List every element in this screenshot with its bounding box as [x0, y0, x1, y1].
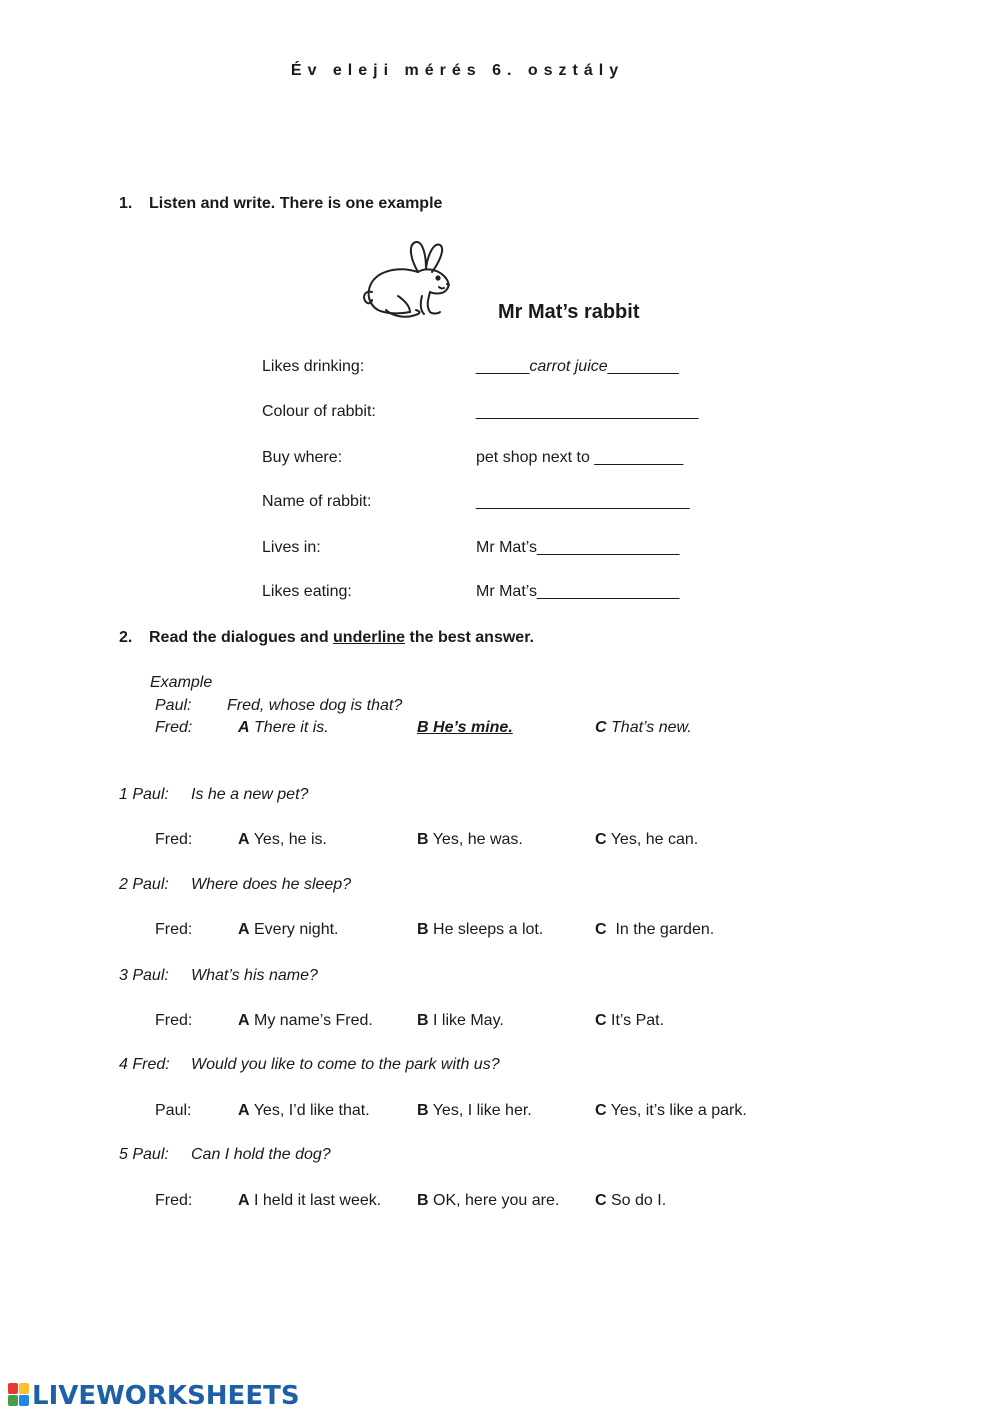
- answer-prefix: pet shop next to: [476, 449, 595, 466]
- field-label-likes-drinking: Likes drinking:: [262, 358, 365, 375]
- question-speaker: 1 Paul:: [119, 786, 169, 803]
- example-option-c: [595, 719, 692, 737]
- section-2-heading: [119, 629, 534, 647]
- question-text: Can I hold the dog?: [191, 1146, 331, 1163]
- question-text: Would you like to come to the park with us?: [191, 1056, 500, 1073]
- option-letter: A: [238, 719, 250, 736]
- question-text: What’s his name?: [191, 967, 318, 984]
- option-letter: C: [595, 1102, 607, 1119]
- example-question-speaker: Paul:: [155, 697, 192, 714]
- question-speaker: 5 Paul:: [119, 1146, 169, 1163]
- option-letter: B: [417, 1012, 429, 1029]
- option-letter: A: [238, 1102, 250, 1119]
- answer-1-option-b[interactable]: [417, 831, 523, 849]
- answer-4-speaker: Paul:: [155, 1102, 192, 1119]
- option-text: Yes, it’s like a park.: [606, 1102, 747, 1119]
- field-label-name: Name of rabbit:: [262, 493, 372, 510]
- section-1-heading: [119, 195, 442, 213]
- option-letter: A: [238, 921, 250, 938]
- page-title: Év eleji mérés 6. osztály: [290, 62, 625, 79]
- option-letter: A: [238, 1192, 250, 1209]
- liveworksheets-logo-icon: [8, 1383, 30, 1407]
- answer-1-speaker: Fred:: [155, 831, 193, 848]
- answer-3-speaker: Fred:: [155, 1012, 193, 1029]
- option-text: I held it last week.: [249, 1192, 382, 1209]
- field-label-buy-where: Buy where:: [262, 449, 343, 466]
- answer-4-option-b[interactable]: [417, 1102, 532, 1120]
- question-speaker: 3 Paul:: [119, 967, 169, 984]
- section-1-heading-text: Listen and write. There is one example: [149, 195, 443, 212]
- option-text: OK, here you are.: [428, 1192, 560, 1209]
- answer-2-option-b[interactable]: [417, 921, 543, 939]
- liveworksheets-logo-text: LIVEWORKSHEETS: [32, 1381, 300, 1411]
- option-letter: B: [417, 1192, 429, 1209]
- answer-2-option-c[interactable]: [595, 921, 714, 939]
- option-text: In the garden.: [606, 921, 715, 938]
- option-letter: B: [417, 1102, 429, 1119]
- option-letter: C: [595, 831, 607, 848]
- option-letter: C: [595, 1192, 607, 1209]
- answer-prefix: Mr Mat’s: [476, 539, 538, 556]
- example-label: Example: [150, 674, 213, 691]
- answer-5-option-a[interactable]: [238, 1192, 381, 1210]
- answer-3-option-b[interactable]: [417, 1012, 504, 1030]
- answer-5-speaker: Fred:: [155, 1192, 193, 1209]
- question-speaker: 2 Paul:: [119, 876, 169, 893]
- example-question: Fred, whose dog is that?: [227, 697, 403, 714]
- field-answer-likes-drinking[interactable]: [476, 358, 679, 376]
- answer-2-option-a[interactable]: [238, 921, 339, 939]
- question-text: Where does he sleep?: [191, 876, 352, 893]
- option-text: There it is.: [254, 719, 329, 736]
- field-label-colour: Colour of rabbit:: [262, 403, 376, 420]
- answer-4-option-a[interactable]: [238, 1102, 370, 1120]
- example-answer-speaker: Fred:: [155, 719, 193, 736]
- field-label-lives-in: Lives in:: [262, 539, 321, 556]
- rabbit-illustration: [360, 236, 456, 322]
- answer-3-option-a[interactable]: [238, 1012, 373, 1030]
- option-text: My name’s Fred.: [249, 1012, 373, 1029]
- field-answer-colour[interactable]: [476, 403, 698, 421]
- option-letter: A: [238, 831, 250, 848]
- option-text: That’s new.: [611, 719, 692, 736]
- field-answer-lives-in[interactable]: [476, 539, 679, 557]
- example-answer: carrot juice: [529, 358, 608, 375]
- question-1: [119, 786, 308, 804]
- option-letter: C: [595, 1012, 607, 1029]
- option-text: Yes, I’d like that.: [249, 1102, 370, 1119]
- option-text: Yes, I like her.: [428, 1102, 532, 1119]
- answer-blank: ________________: [537, 539, 680, 556]
- option-letter: B: [417, 921, 429, 938]
- field-answer-buy-where[interactable]: [476, 449, 683, 467]
- option-letter: C: [595, 719, 607, 736]
- question-speaker: 4 Fred:: [119, 1056, 170, 1073]
- answer-1-option-a[interactable]: [238, 831, 327, 849]
- option-text: So do I.: [606, 1192, 667, 1209]
- answer-blank: _________________________: [476, 403, 699, 420]
- field-label-likes-eating: Likes eating:: [262, 583, 352, 600]
- section-2-heading-underlined: underline: [333, 629, 406, 646]
- option-text: I like May.: [428, 1012, 504, 1029]
- section-2-heading-text-end: the best answer.: [405, 629, 534, 646]
- option-letter: B: [417, 719, 429, 736]
- option-text: Yes, he is.: [249, 831, 327, 848]
- option-letter: B: [417, 831, 429, 848]
- answer-3-option-c[interactable]: [595, 1012, 664, 1030]
- rabbit-title: Mr Mat’s rabbit: [498, 301, 640, 323]
- answer-blank: ________________: [537, 583, 680, 600]
- answer-2-speaker: Fred:: [155, 921, 193, 938]
- answer-blank: ________: [607, 358, 679, 375]
- field-answer-likes-eating[interactable]: [476, 583, 679, 601]
- option-text: Yes, he was.: [428, 831, 523, 848]
- option-text: He’s mine.: [433, 719, 513, 736]
- option-text: It’s Pat.: [606, 1012, 665, 1029]
- example-option-b-correct: [417, 719, 513, 737]
- option-text: Every night.: [249, 921, 339, 938]
- section-2-heading-text: Read the dialogues and: [149, 629, 334, 646]
- option-letter: C: [595, 921, 607, 938]
- answer-prefix: ______: [476, 358, 530, 375]
- answer-5-option-b[interactable]: [417, 1192, 559, 1210]
- question-text: Is he a new pet?: [191, 786, 309, 803]
- answer-prefix: Mr Mat’s: [476, 583, 538, 600]
- question-5: [119, 1146, 331, 1164]
- question-2: [119, 876, 351, 894]
- question-4: [119, 1056, 500, 1074]
- section-1-number: 1.: [119, 195, 133, 212]
- option-text: He sleeps a lot.: [428, 921, 544, 938]
- answer-5-option-c[interactable]: [595, 1192, 666, 1210]
- answer-blank: ________________________: [476, 493, 690, 510]
- answer-4-option-c[interactable]: [595, 1102, 747, 1120]
- option-letter: A: [238, 1012, 250, 1029]
- example-option-a: [238, 719, 329, 737]
- answer-1-option-c[interactable]: [595, 831, 698, 849]
- option-text: Yes, he can.: [606, 831, 699, 848]
- field-answer-name[interactable]: [476, 493, 690, 511]
- question-3: [119, 967, 318, 985]
- section-2-number: 2.: [119, 629, 133, 646]
- answer-blank: __________: [594, 449, 684, 466]
- liveworksheets-logo[interactable]: [8, 1381, 300, 1411]
